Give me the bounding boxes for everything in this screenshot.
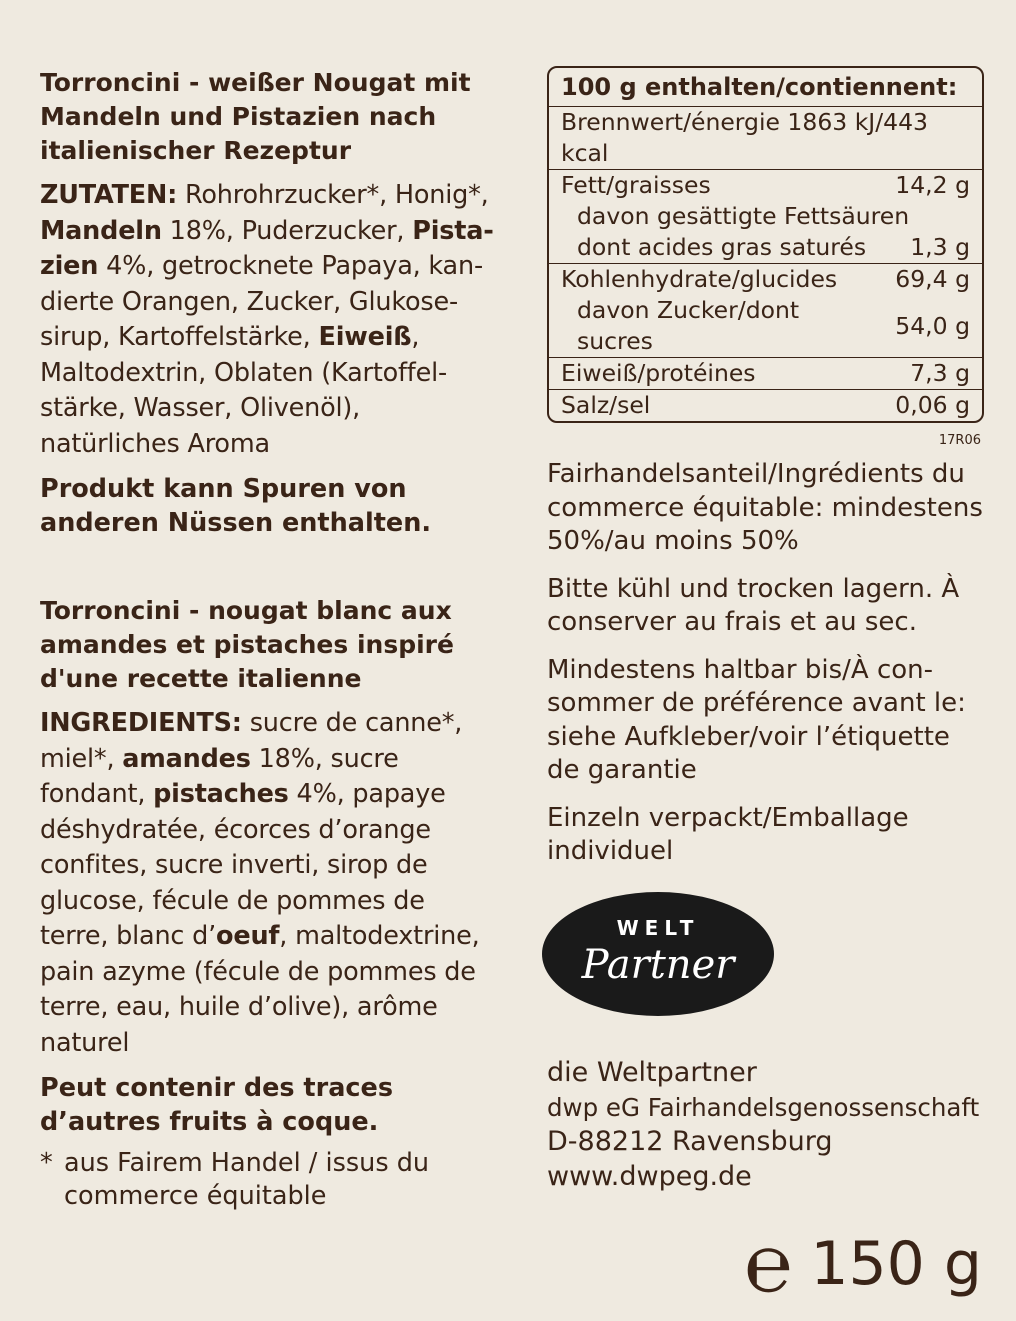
fat-value: 14,2 g (883, 169, 982, 201)
saturated-label-de: davon gesättigte Fettsäuren (577, 202, 910, 230)
net-weight-value: 150 g (810, 1229, 982, 1299)
zutaten-label: ZUTATEN: (40, 180, 178, 210)
sugar-value: 54,0 g (895, 311, 970, 340)
nutrition-row-carbs (549, 263, 982, 295)
saturated-value: 1,3 g (910, 233, 970, 261)
right-column (547, 66, 987, 869)
storage-note: Bitte kühl und trocken lagern. À conserver au frais et au sec. (547, 573, 960, 637)
left-column (40, 66, 500, 1213)
saturated-label-fr: dont acides gras saturés (577, 233, 867, 261)
nutrition-header: 100 g enthalten/contiennent: (561, 73, 958, 101)
german-ingredients: ZUTATEN: Rohrohrzucker*, Honig*, Mandeln 18%, Puderzucker, Pista-zien 4%, getrocknete Papaya, kan-dierte Orangen, Zucker, Glukose-sirup, Kartoffelstärke, Eiweiß, Maltodextrin, Oblaten (Kartoffel-stärke, Wasser, Olivenöl), natürliches Aroma (40, 180, 494, 459)
french-ingredients: INGREDIENTS: sucre de canne*, miel*, amandes 18%, sucre fondant, pistaches 4%, papaye déshydratée, écorces d’orange confites, sucre inverti, sirop de glucose, fécule de pommes de terre, blanc d’oeuf, maltodextrine, pain azyme (fécule de pommes de terre, eau, huile d’olive), arôme naturel (40, 708, 480, 1058)
salt-label: Salz/sel (549, 389, 883, 421)
nutrition-header-row (549, 68, 982, 106)
company-name: die Weltpartner (547, 1057, 757, 1088)
nutrition-row-saturated-de (549, 201, 982, 232)
estimated-sign-icon: ℮ (744, 1217, 793, 1310)
batch-code: 17R06 (938, 433, 981, 448)
company-website: www.dwpeg.de (547, 1160, 752, 1192)
german-product-title: Torroncini - weißer Nougat mit Mandeln und Pistazien nach italienischer Rezeptur (40, 68, 471, 165)
sugar-label: davon Zucker/dont sucres (577, 296, 800, 355)
french-allergen-note: Peut contenir des traces d’autres fruits à coque. (40, 1073, 393, 1137)
nutrition-row-saturated-fr (549, 232, 982, 263)
weltpartner-logo (542, 892, 774, 1016)
fat-label: Fett/graisses (549, 169, 883, 201)
fairtrade-share: Fairhandelsanteil/Ingrédients du commerce équitable: mindestens 50%/au moins 50% (547, 459, 983, 556)
nutrition-row-sugar (549, 295, 982, 357)
packaging-note: Einzeln verpackt/Emballage individuel (547, 802, 909, 866)
best-before-note: Mindestens haltbar bis/À con-sommer de préférence avant le: siehe Aufkleber/voir l’étiquette de garantie (547, 654, 966, 785)
fairtrade-footnote (40, 1147, 500, 1213)
carbs-value: 69,4 g (883, 263, 982, 295)
energy-label: Brennwert/énergie 1863 kJ/443 kcal (549, 106, 982, 169)
salt-value: 0,06 g (883, 389, 982, 421)
protein-value: 7,3 g (883, 357, 982, 389)
net-weight (744, 1217, 982, 1310)
nutrition-row-energy (549, 106, 982, 169)
nutrition-row-protein (549, 357, 982, 389)
company-address (547, 1056, 979, 1194)
ingredients-label: INGREDIENTS: (40, 708, 242, 738)
nutrition-table (547, 66, 984, 423)
french-product-title: Torroncini - nougat blanc aux amandes et pistaches inspiré d'une recette italienne (40, 596, 454, 693)
protein-label: Eiweiß/protéines (549, 357, 883, 389)
logo-welt-text: WELT (616, 916, 700, 940)
company-city: D-88212 Ravensburg (547, 1126, 833, 1157)
carbs-label: Kohlenhydrate/glucides (549, 263, 883, 295)
footnote-star: * (40, 1148, 53, 1178)
nutrition-row-salt (549, 389, 982, 421)
company-legal-name: dwp eG Fairhandelsgenossenschaft (547, 1092, 980, 1122)
french-block (40, 594, 500, 1213)
nutrition-row-fat (549, 169, 982, 201)
logo-partner-text: Partner (581, 942, 735, 988)
footnote-text: aus Fairem Handel / issus du commerce équitable (64, 1148, 430, 1211)
german-allergen-note: Produkt kann Spuren von anderen Nüssen enthalten. (40, 474, 432, 538)
